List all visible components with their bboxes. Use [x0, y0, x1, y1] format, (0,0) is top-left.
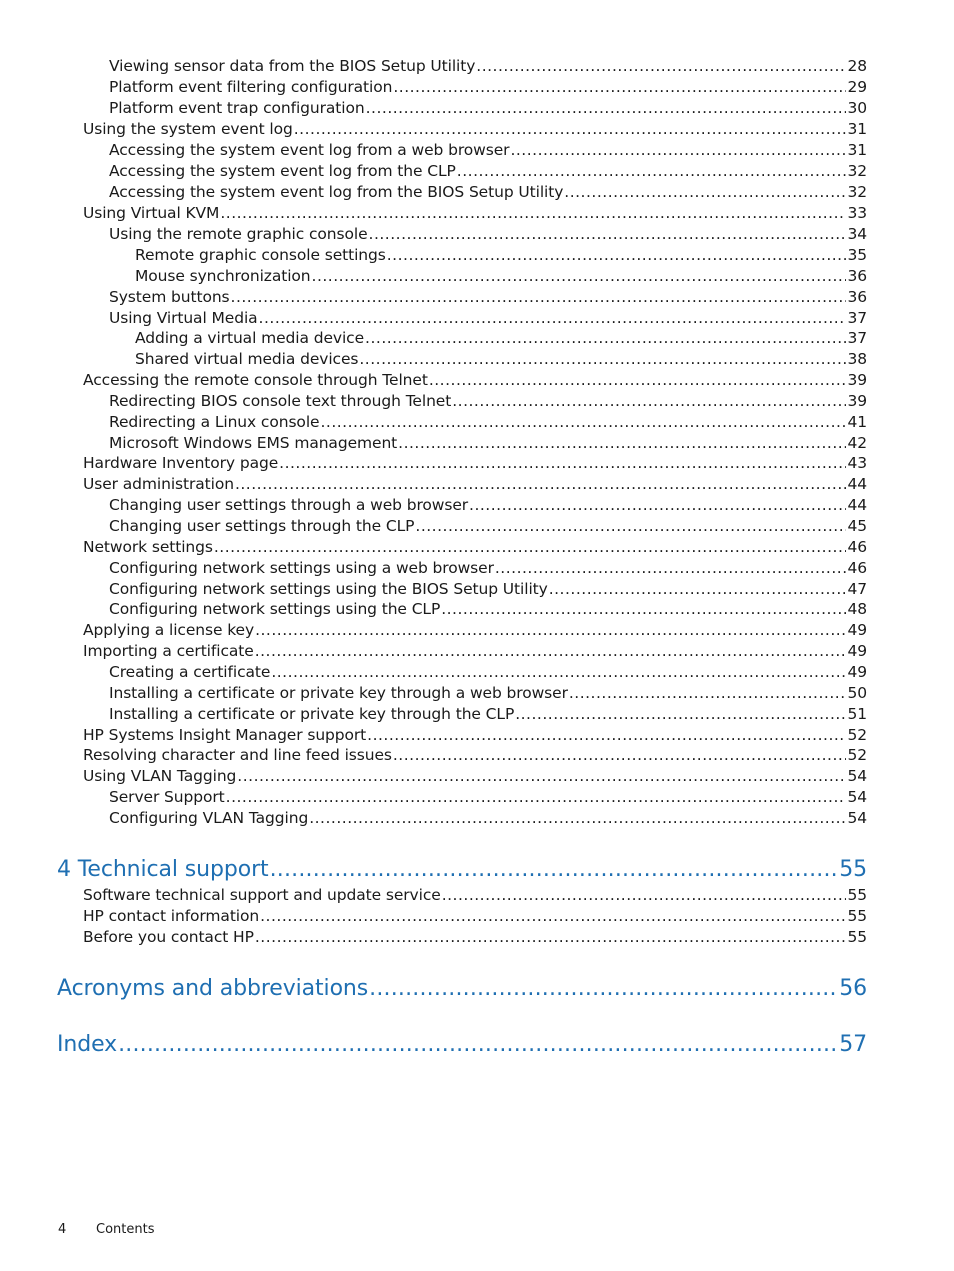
toc-entry-title: Acronyms and abbreviations: [57, 976, 369, 1001]
toc-leader-dots: [452, 391, 846, 411]
toc-entry[interactable]: [109, 808, 867, 830]
toc-entry[interactable]: [83, 537, 867, 559]
toc-entry-title: Redirecting BIOS console text through Telnet: [109, 392, 452, 410]
toc-entry-page: 51: [847, 705, 867, 723]
toc-entry[interactable]: [83, 906, 867, 928]
toc-entry-title: Index: [57, 1032, 118, 1057]
toc-entry-page: 46: [847, 538, 867, 556]
toc-entry-title: Platform event filtering configuration: [109, 78, 393, 96]
toc-leader-dots: [415, 516, 846, 536]
toc-entry-page: 42: [847, 434, 867, 452]
toc-entry[interactable]: [109, 391, 867, 413]
toc-leader-dots: [231, 287, 847, 307]
toc-entry[interactable]: [109, 704, 867, 726]
toc-entry-title: 4 Technical support: [57, 857, 269, 882]
toc-entry-page: 38: [847, 350, 867, 368]
toc-leader-dots: [309, 808, 846, 828]
toc-entry[interactable]: [83, 119, 867, 141]
toc-entry-title: Before you contact HP: [83, 928, 254, 946]
toc-entry-page: 55: [847, 886, 867, 904]
toc-entry-title: Accessing the system event log from the BIOS Setup Utility: [109, 183, 564, 201]
toc-entry-page: 47: [847, 580, 867, 598]
toc-entry-page: 49: [847, 642, 867, 660]
toc-entry-title: Accessing the system event log from a web browser: [109, 141, 510, 159]
toc-entry-title: Viewing sensor data from the BIOS Setup Utility: [109, 57, 476, 75]
toc-entry-page: 54: [847, 767, 867, 785]
footer-page-number: 4: [58, 1222, 67, 1237]
toc-leader-dots: [365, 328, 846, 348]
toc-entry[interactable]: [109, 224, 867, 246]
toc-entry-page: 50: [847, 684, 867, 702]
toc-entry[interactable]: [109, 579, 867, 601]
toc-leader-dots: [220, 203, 846, 223]
toc-entry-page: 57: [839, 1032, 867, 1057]
toc-entry-page: 43: [847, 454, 867, 472]
toc-entry[interactable]: [109, 787, 867, 809]
toc-entry-title: Platform event trap configuration: [109, 99, 365, 117]
toc-entry-page: 49: [847, 663, 867, 681]
toc-chapter-entry[interactable]: [57, 975, 867, 1005]
toc-entry-title: Mouse synchronization: [135, 267, 311, 285]
toc-entry-page: 46: [847, 559, 867, 577]
toc-entry-page: 54: [847, 788, 867, 806]
toc-entry-title: User administration: [83, 475, 234, 493]
toc-entry[interactable]: [109, 558, 867, 580]
toc-entry[interactable]: [83, 620, 867, 642]
toc-entry-title: Configuring network settings using a web browser: [109, 559, 494, 577]
toc-entry-title: Installing a certificate or private key through a web browser: [109, 684, 568, 702]
toc-entry-page: 33: [847, 204, 867, 222]
toc-leader-dots: [369, 975, 838, 1003]
toc-entry[interactable]: [109, 140, 867, 162]
toc-entry-page: 39: [847, 371, 867, 389]
toc-leader-dots: [255, 927, 847, 947]
toc-entry-title: System buttons: [109, 288, 230, 306]
toc-entry[interactable]: [83, 927, 867, 949]
toc-entry-page: 41: [847, 413, 867, 431]
toc-leader-dots: [260, 906, 846, 926]
toc-entry[interactable]: [109, 495, 867, 517]
toc-entry-page: 28: [847, 57, 867, 75]
toc-leader-dots: [429, 370, 847, 390]
toc-leader-dots: [237, 766, 846, 786]
toc-leader-dots: [457, 161, 847, 181]
toc-leader-dots: [469, 495, 846, 515]
toc-entry-page: 56: [839, 976, 867, 1001]
toc-entry-title: Using Virtual Media: [109, 309, 258, 327]
toc-entry[interactable]: [109, 287, 867, 309]
toc-entry[interactable]: [83, 725, 867, 747]
toc-entry-title: Accessing the system event log from the CLP: [109, 162, 456, 180]
toc-entry-title: Configuring VLAN Tagging: [109, 809, 309, 827]
toc-leader-dots: [255, 620, 846, 640]
toc-leader-dots: [387, 245, 847, 265]
toc-leader-dots: [312, 266, 847, 286]
toc-leader-dots: [259, 308, 847, 328]
toc-entry-title: Configuring network settings using the CLP: [109, 600, 441, 618]
toc-entry[interactable]: [83, 203, 867, 225]
toc-entry[interactable]: [83, 641, 867, 663]
toc-entry-page: 30: [847, 99, 867, 117]
toc-leader-dots: [549, 579, 847, 599]
toc-leader-dots: [441, 599, 846, 619]
toc-entry-page: 48: [847, 600, 867, 618]
toc-entry[interactable]: [109, 56, 867, 78]
toc-entry-title: Applying a license key: [83, 621, 255, 639]
toc-entry[interactable]: [83, 453, 867, 475]
toc-entry-title: Network settings: [83, 538, 213, 556]
toc-entry-page: 35: [847, 246, 867, 264]
toc-entry-title: Server Support: [109, 788, 225, 806]
toc-entry-title: Using VLAN Tagging: [83, 767, 237, 785]
toc-leader-dots: [118, 1031, 838, 1059]
toc-entry[interactable]: [109, 412, 867, 434]
toc-entry-title: Using the remote graphic console: [109, 225, 368, 243]
toc-leader-dots: [255, 641, 847, 661]
toc-entry[interactable]: [109, 516, 867, 538]
toc-leader-dots: [495, 558, 847, 578]
toc-leader-dots: [271, 662, 846, 682]
toc-entry-title: Shared virtual media devices: [135, 350, 359, 368]
toc-leader-dots: [398, 433, 846, 453]
toc-entry-title: Installing a certificate or private key through the CLP: [109, 705, 515, 723]
toc-entry-title: Microsoft Windows EMS management: [109, 434, 398, 452]
toc-entry-page: 34: [847, 225, 867, 243]
toc-entry-title: Remote graphic console settings: [135, 246, 386, 264]
toc-chapter-entry[interactable]: [57, 856, 867, 886]
toc-leader-dots: [393, 77, 846, 97]
toc-entry-title: Software technical support and update service: [83, 886, 441, 904]
toc-leader-dots: [270, 856, 839, 884]
toc-entry[interactable]: [109, 599, 867, 621]
toc-leader-dots: [294, 119, 847, 139]
toc-entry-page: 52: [847, 726, 867, 744]
toc-entry-page: 55: [847, 907, 867, 925]
toc-entry[interactable]: [135, 349, 867, 371]
toc-entry[interactable]: [83, 370, 867, 392]
toc-entry[interactable]: [109, 182, 867, 204]
toc-entry-title: HP Systems Insight Manager support: [83, 726, 367, 744]
toc-entry[interactable]: [109, 308, 867, 330]
toc-leader-dots: [279, 453, 846, 473]
toc-entry-page: 45: [847, 517, 867, 535]
toc-leader-dots: [226, 787, 847, 807]
toc-entry-title: Using Virtual KVM: [83, 204, 220, 222]
toc-entry-title: Changing user settings through a web browser: [109, 496, 469, 514]
toc-leader-dots: [367, 725, 846, 745]
toc-entry[interactable]: [109, 77, 867, 99]
toc-entry[interactable]: [109, 98, 867, 120]
toc-entry-page: 39: [847, 392, 867, 410]
toc-entry-page: 36: [847, 267, 867, 285]
toc-leader-dots: [564, 182, 846, 202]
toc-chapter-entry[interactable]: [57, 1031, 867, 1061]
toc-leader-dots: [320, 412, 846, 432]
toc-entry-title: Accessing the remote console through Telnet: [83, 371, 428, 389]
toc-leader-dots: [366, 98, 847, 118]
toc-entry[interactable]: [109, 683, 867, 705]
toc-entry-page: 55: [839, 857, 867, 882]
toc-entry-page: 37: [847, 309, 867, 327]
toc-leader-dots: [569, 683, 847, 703]
toc-leader-dots: [510, 140, 846, 160]
toc-entry-page: 49: [847, 621, 867, 639]
toc-entry[interactable]: [135, 266, 867, 288]
toc-entry-page: 32: [847, 183, 867, 201]
toc-entry-page: 54: [847, 809, 867, 827]
toc-entry-page: 31: [847, 120, 867, 138]
toc-entry-title: Adding a virtual media device: [135, 329, 365, 347]
toc-leader-dots: [515, 704, 846, 724]
toc-entry-title: Creating a certificate: [109, 663, 271, 681]
toc-entry-page: 29: [847, 78, 867, 96]
toc-entry-title: Using the system event log: [83, 120, 293, 138]
toc-entry[interactable]: [83, 474, 867, 496]
toc-entry-page: 37: [847, 329, 867, 347]
toc-entry-title: Configuring network settings using the BIOS Setup Utility: [109, 580, 548, 598]
toc-entry[interactable]: [109, 662, 867, 684]
toc-leader-dots: [359, 349, 846, 369]
toc-entry-page: 32: [847, 162, 867, 180]
toc-entry-title: Importing a certificate: [83, 642, 254, 660]
toc-leader-dots: [235, 474, 847, 494]
toc-entry[interactable]: [83, 766, 867, 788]
toc-entry-title: HP contact information: [83, 907, 260, 925]
toc-entry-page: 31: [847, 141, 867, 159]
toc-entry-title: Hardware Inventory page: [83, 454, 279, 472]
toc-entry[interactable]: [83, 885, 867, 907]
toc-leader-dots: [393, 745, 847, 765]
page-footer: [58, 1222, 154, 1237]
toc-entry[interactable]: [83, 745, 867, 767]
toc-entry[interactable]: [109, 433, 867, 455]
footer-section-name: Contents: [96, 1222, 155, 1237]
toc-leader-dots: [476, 56, 846, 76]
toc-entry-title: Resolving character and line feed issues: [83, 746, 392, 764]
toc-entry-page: 44: [847, 496, 867, 514]
toc-leader-dots: [369, 224, 847, 244]
toc-leader-dots: [442, 885, 847, 905]
toc-entry[interactable]: [135, 328, 867, 350]
toc-entry-title: Redirecting a Linux console: [109, 413, 320, 431]
toc-entry[interactable]: [109, 161, 867, 183]
toc-entry-page: 55: [847, 928, 867, 946]
toc-entry-page: 52: [847, 746, 867, 764]
toc-entry-title: Changing user settings through the CLP: [109, 517, 415, 535]
toc-leader-dots: [214, 537, 847, 557]
toc-entry-page: 36: [847, 288, 867, 306]
toc-entry-page: 44: [847, 475, 867, 493]
toc-entry[interactable]: [135, 245, 867, 267]
